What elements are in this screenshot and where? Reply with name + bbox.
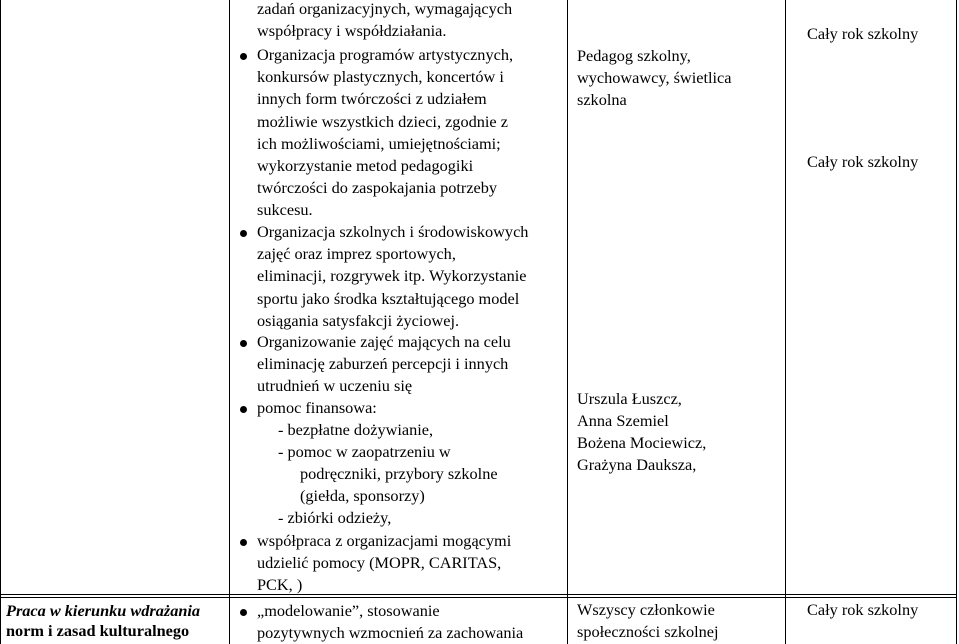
dash-line: - pomoc w zaopatrzeniu w — [278, 442, 451, 461]
responsible-line: szkolna — [577, 90, 627, 109]
bullet-line: współpraca z organizacjami mogącymi — [257, 531, 512, 550]
bullet-line: osiągania satysfakcji życiowej. — [257, 311, 460, 330]
term-text: Cały rok szkolny — [807, 152, 919, 171]
bottom-term: Cały rok szkolny — [807, 600, 919, 619]
bullet-line: Organizowanie zajęć mających na celu — [257, 332, 511, 351]
col-border-3 — [785, 0, 786, 644]
responsible-line: Anna Szemiel — [577, 411, 669, 430]
section-title: Praca w kierunku wdrażania — [6, 601, 201, 620]
bullet-icon — [240, 53, 247, 60]
col-border-1 — [229, 0, 230, 644]
responsible-line: Pedagog szkolny, — [577, 46, 691, 65]
responsible-line: Urszula Łuszcz, — [577, 389, 682, 408]
bullet-line: ich możliwościami, umiejętnościami; — [257, 134, 501, 153]
section-title-plain: norm i zasad kulturalnego — [6, 621, 190, 640]
bullet-line: pomoc finansowa: — [257, 398, 377, 417]
col-border-2 — [567, 0, 568, 644]
col-border-left — [0, 0, 1, 644]
bullet-icon — [240, 406, 247, 413]
task-continuation-line: współpracy i współdziałania. — [257, 21, 447, 40]
bullet-line: Organizacja programów artystycznych, — [257, 45, 514, 64]
section-title-line2 — [6, 620, 189, 641]
bullet-icon — [240, 340, 247, 347]
bullet-line: udzielić pomocy (MOPR, CARITAS, — [257, 553, 502, 572]
task-continuation-line: zadań organizacyjnych, wymagających — [257, 0, 513, 18]
bullet-line: możliwie wszystkich dzieci, zgodnie z — [257, 112, 508, 131]
bullet-icon — [240, 230, 247, 237]
bullet-line: innych form twórczości z udziałem — [257, 89, 487, 108]
bullet-icon — [240, 539, 247, 546]
bullet-line: PCK, ) — [257, 575, 303, 594]
dash-line: podręczniki, przybory szkolne — [300, 464, 498, 483]
dash-line: - zbiórki odzieży, — [278, 508, 392, 527]
responsible-line: Grażyna Dauksza, — [577, 455, 697, 474]
bullet-line: zajęć oraz imprez sportowych, — [257, 244, 456, 263]
col-border-right — [956, 0, 957, 644]
row-divider — [0, 594, 957, 595]
bottom-task-line: „modelowanie”, stosowanie — [257, 601, 440, 620]
row-divider-double — [0, 597, 957, 598]
bottom-responsible-line: społeczności szkolnej — [577, 622, 719, 641]
responsible-line: Bożena Mociewicz, — [577, 433, 707, 452]
term-text: Cały rok szkolny — [807, 24, 919, 43]
bullet-icon — [240, 609, 247, 616]
bottom-responsible-line: Wszyscy członkowie — [577, 600, 715, 619]
bullet-line: utrudnień w uczeniu się — [257, 376, 413, 395]
bullet-line: eliminacji, rozgrywek itp. Wykorzystanie — [257, 266, 527, 285]
dash-line: - bezpłatne dożywianie, — [278, 420, 434, 439]
bullet-line: sportu jako środka kształtującego model — [257, 289, 520, 308]
bullet-line: sukcesu. — [257, 200, 313, 219]
bottom-task-line: pozytywnych wzmocnień za zachowania — [257, 623, 524, 642]
bullet-line: konkursów plastycznych, koncertów i — [257, 67, 504, 86]
responsible-line: wychowawcy, świetlica — [577, 68, 732, 87]
bullet-line: twórczości do zaspokajania potrzeby — [257, 178, 498, 197]
bullet-line: wykorzystanie metod pedagogiki — [257, 156, 474, 175]
bullet-line: eliminację zaburzeń percepcji i innych — [257, 354, 509, 373]
dash-line: (giełda, sponsorzy) — [300, 486, 425, 505]
bullet-line: Organizacja szkolnych i środowiskowych — [257, 222, 529, 241]
